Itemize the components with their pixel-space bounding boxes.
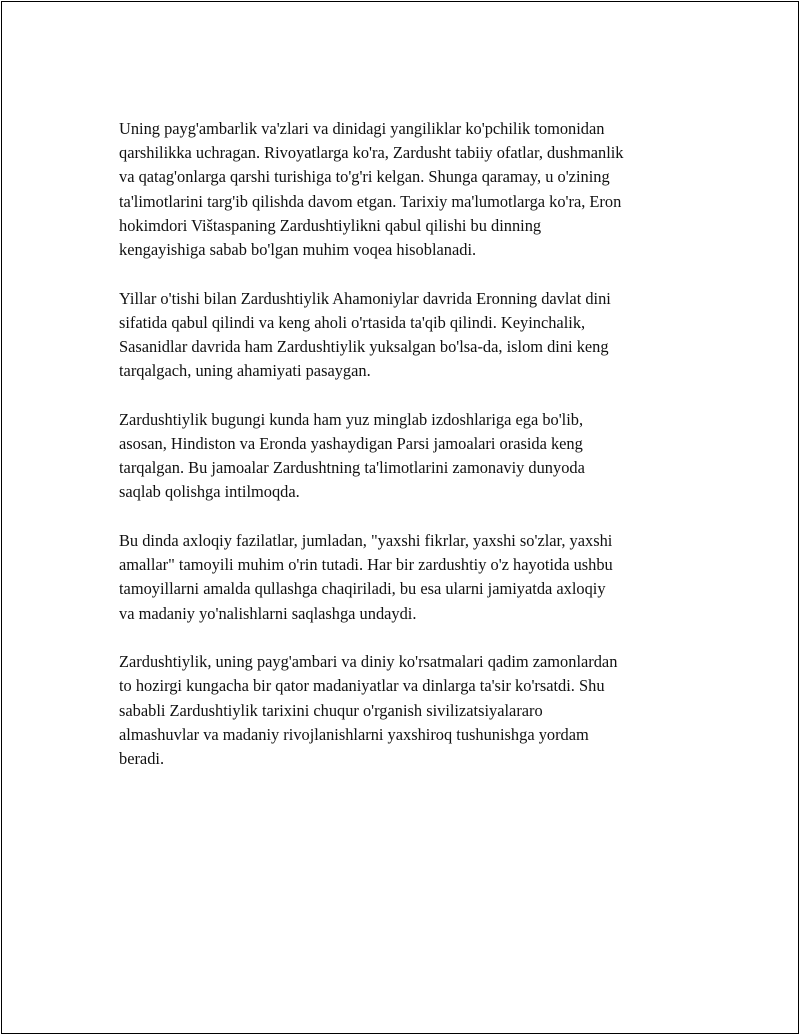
paragraph-1: Uning payg'ambarlik va'zlari va dinidagi yangiliklar ko'pchilik tomonidan qarshilikka uchragan. Rivoyatlarga ko'ra, Zardusht tabiiy ofatlar, dushmanlik va qatag'onlarga qarshi turishiga to'g'ri kelgan. Shunga qaramay, u o'zining ta'limotlarini targ'ib qilishda davom etgan. Tarixiy ma'lumotlarga ko'ra, Eron hokimdori Vištaspaning Zardushtiylikni qabul qilishi bu dinning kengayishiga sabab bo'lgan muhim voqea hisoblanadi. [119,119,624,260]
document-page [1,1,799,1034]
paragraph-3: Zardushtiylik bugungi kunda ham yuz minglab izdoshlariga ega bo'lib, asosan, Hindiston va Eronda yashaydigan Parsi jamoalari orasida keng tarqalgan. Bu jamoalar Zardushtning ta'limotlarini zamonaviy dunyoda saqlab qolishga intilmoqda. [119,409,585,502]
paragraph-5: Zardushtiylik, uning payg'ambari va diniy ko'rsatmalari qadim zamonlardan to hozirgi kungacha bir qator madaniyatlar va dinlarga ta'sir ko'rsatdi. Shu sababli Zardushtiylik tarixini chuqur o'rganish sivilizatsiyalararo almashuvlar va madaniy rivojlanishlarni yaxshiroq tushunishga yordam beradi. [119,652,618,769]
document-body [119,117,699,796]
paragraph-4: Bu dinda axloqiy fazilatlar, jumladan, "yaxshi fikrlar, yaxshi so'zlar, yaxshi amallar" tamoyili muhim o'rin tutadi. Har bir zardushtiy o'z hayotida ushbu tamoyillarni amalda qullashga chaqiriladi, bu esa ularni jamiyatda axloqiy va madaniy yo'nalishlarni saqlashga undaydi. [119,531,613,623]
paragraph-2: Yillar o'tishi bilan Zardushtiylik Ahamoniylar davrida Eronning davlat dini sifatida qabul qilindi va keng aholi o'rtasida ta'qib qilindi. Keyinchalik, Sasanidlar davrida ham Zardushtiylik yuksalgan bo'lsa-da, islom dini keng tarqalgach, uning ahamiyati pasaygan. [119,288,611,381]
